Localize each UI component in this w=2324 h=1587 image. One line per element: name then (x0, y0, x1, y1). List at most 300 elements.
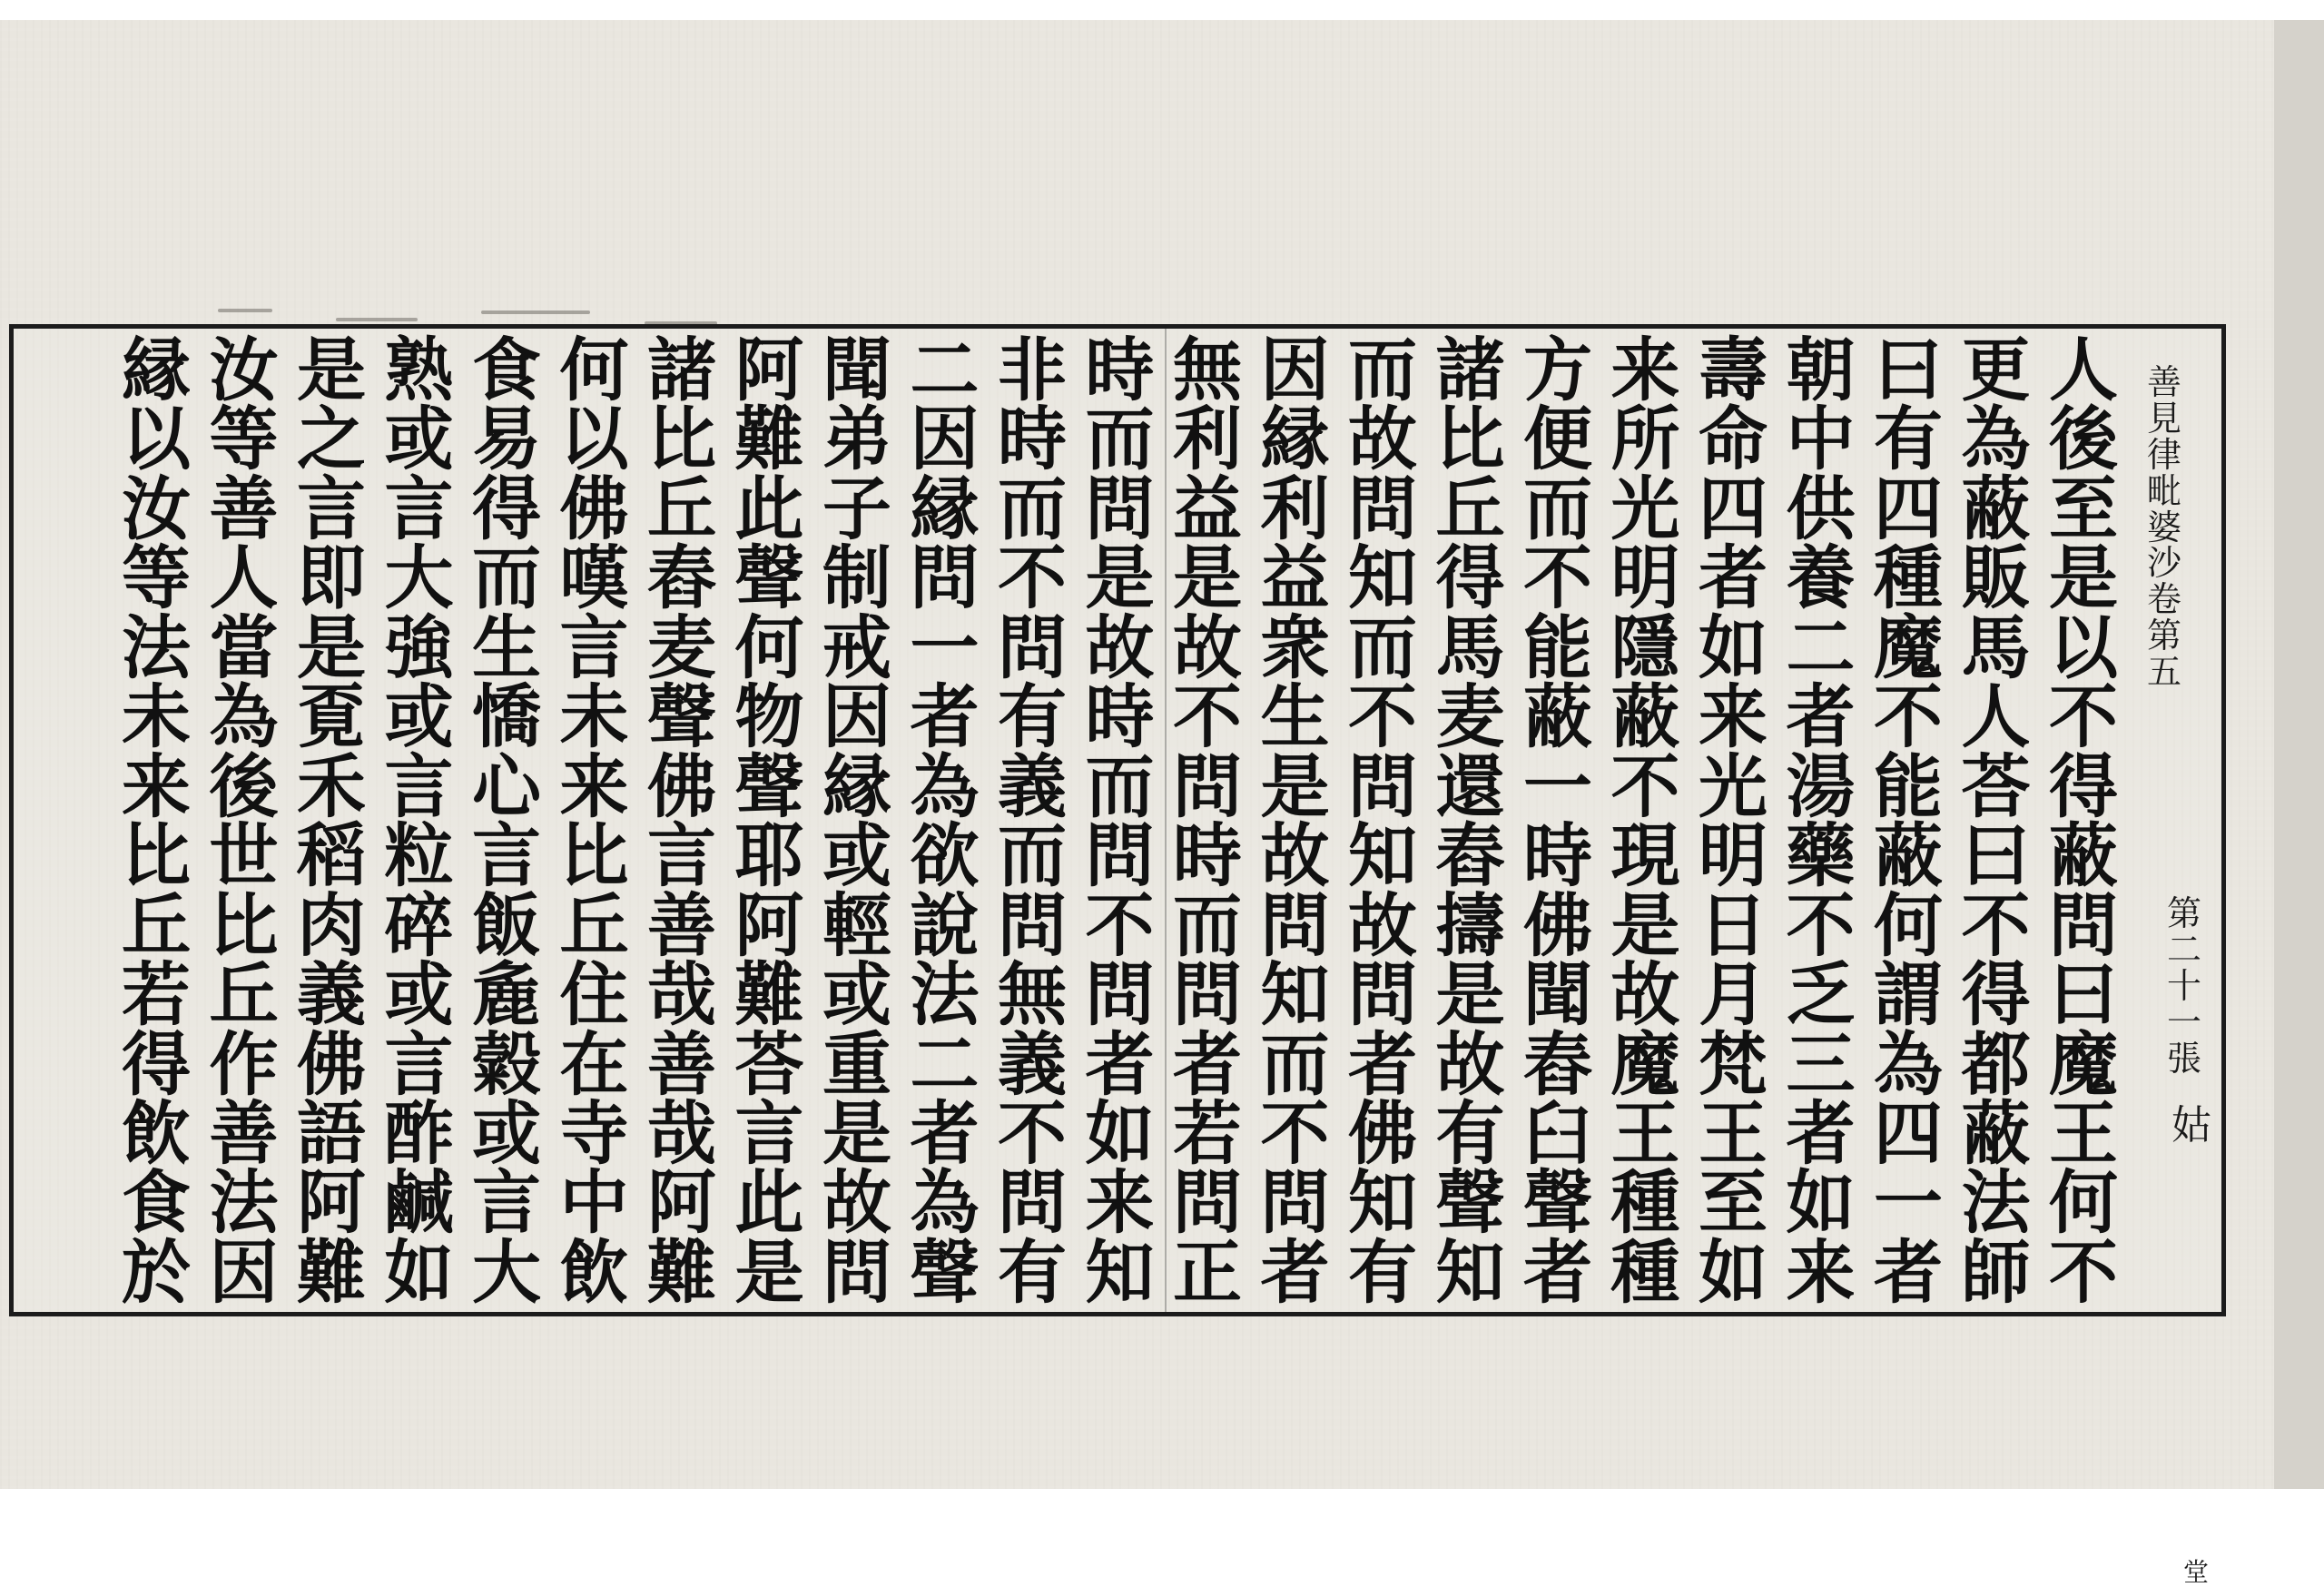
text-glyph: 不 (1786, 884, 1856, 966)
margin-glyph: 一 (2167, 1001, 2202, 1042)
text-glyph: 故 (1260, 815, 1330, 897)
text-glyph: 等 (122, 537, 191, 619)
text-glyph: 而 (1348, 606, 1417, 688)
text-glyph: 當 (209, 606, 279, 688)
text-glyph: 而 (472, 537, 541, 619)
text-glyph: 是 (822, 1092, 891, 1174)
text-glyph: 来 (1610, 330, 1680, 410)
text-glyph: 嘆 (559, 537, 629, 619)
text-glyph: 若 (1173, 1092, 1242, 1174)
text-glyph: 蔽 (1610, 676, 1680, 758)
text-glyph: 時 (1173, 815, 1242, 897)
text-glyph: 中 (559, 1162, 629, 1244)
text-glyph: 種 (1610, 1162, 1680, 1244)
text-glyph: 覔 (297, 676, 366, 758)
text-glyph: 言 (384, 745, 454, 827)
text-glyph: 知 (1348, 1162, 1417, 1244)
margin-glyph: 十 (2167, 965, 2202, 1006)
text-glyph: 未 (122, 676, 191, 758)
text-glyph: 者 (1699, 537, 1768, 619)
text-glyph: 而 (998, 815, 1067, 897)
text-glyph: 禾 (297, 745, 366, 827)
text-glyph: 汝 (209, 330, 279, 410)
text-glyph: 知 (1348, 537, 1417, 619)
text-glyph: 等 (209, 399, 279, 480)
text-glyph: 謂 (1874, 954, 1943, 1036)
text-glyph: 有 (1874, 399, 1943, 480)
text-glyph: 而 (1173, 884, 1242, 966)
text-glyph: 更 (1961, 330, 2031, 410)
margin-seal-mark (2183, 1559, 2209, 1585)
text-glyph: 三 (1786, 1023, 1856, 1105)
text-column (1342, 330, 1423, 1313)
text-glyph: 得 (2049, 745, 2118, 827)
text-glyph: 王 (1699, 1092, 1768, 1174)
text-glyph: 義 (998, 745, 1067, 827)
text-glyph: 佛 (647, 745, 716, 827)
text-glyph: 販 (1961, 537, 2031, 619)
text-glyph: 魔 (1610, 1023, 1680, 1105)
text-glyph: 麁 (472, 954, 541, 1036)
text-glyph: 荅 (734, 1023, 804, 1105)
text-glyph: 比 (209, 884, 279, 966)
text-glyph: 縁 (822, 745, 891, 827)
text-glyph: 有 (998, 676, 1067, 758)
margin-glyph: 善 (2147, 362, 2182, 402)
margin-book-title (2147, 362, 2182, 693)
text-glyph: 汝 (122, 468, 191, 549)
text-glyph: 即 (297, 537, 366, 619)
text-glyph: 諸 (647, 330, 716, 410)
text-glyph: 或 (472, 1092, 541, 1174)
text-glyph: 而 (1523, 468, 1592, 549)
page-edge-shadow (2274, 20, 2324, 1489)
margin-glyph: 五 (2147, 652, 2182, 693)
text-glyph: 藥 (1786, 815, 1856, 897)
text-glyph: 阿 (647, 1162, 716, 1244)
margin-glyph: 沙 (2147, 543, 2182, 584)
text-glyph: 麦 (1435, 676, 1505, 758)
text-glyph: 蔽 (1874, 815, 1943, 897)
text-glyph: 制 (822, 537, 891, 619)
text-glyph: 知 (1085, 1231, 1155, 1313)
margin-carver-mark (2171, 1102, 2211, 1148)
text-glyph: 丘 (647, 468, 716, 549)
text-glyph: 師 (1961, 1231, 2031, 1313)
text-glyph: 利 (1260, 468, 1330, 549)
text-column (641, 330, 723, 1313)
text-glyph: 以 (2049, 606, 2118, 688)
text-column (203, 330, 285, 1313)
text-glyph: 種 (1874, 537, 1943, 619)
text-glyph: 言 (647, 815, 716, 897)
text-glyph: 得 (122, 1023, 191, 1105)
margin-glyph: 第 (2167, 893, 2202, 933)
text-glyph: 問 (1085, 954, 1155, 1036)
text-glyph: 舂 (1523, 1023, 1592, 1105)
text-glyph: 有 (998, 1231, 1067, 1313)
text-glyph: 是 (1610, 884, 1680, 966)
text-glyph: 方 (1523, 330, 1592, 410)
text-glyph: 便 (1523, 399, 1592, 480)
text-glyph: 熟 (384, 330, 454, 410)
text-glyph: 或 (384, 954, 454, 1036)
text-glyph: 臼 (1523, 1092, 1592, 1174)
text-glyph: 阿 (297, 1162, 366, 1244)
text-glyph: 聞 (1523, 954, 1592, 1036)
text-glyph: 比 (559, 815, 629, 897)
text-glyph: 壽 (1699, 330, 1768, 410)
text-column (1255, 330, 1336, 1313)
text-glyph: 子 (822, 468, 891, 549)
text-column (1430, 330, 1512, 1313)
ink-speck (218, 309, 272, 312)
text-glyph: 言 (472, 1162, 541, 1244)
text-glyph: 問 (1173, 954, 1242, 1036)
text-glyph: 不 (1961, 884, 2031, 966)
text-glyph: 不 (1085, 884, 1155, 966)
text-column (1780, 330, 1862, 1313)
text-glyph: 無 (998, 954, 1067, 1036)
text-glyph: 大 (472, 1231, 541, 1313)
text-glyph: 言 (472, 815, 541, 897)
text-glyph: 佛 (559, 468, 629, 549)
text-glyph: 欲 (910, 815, 980, 897)
text-glyph: 如 (1085, 1092, 1155, 1174)
text-glyph: 何 (734, 606, 804, 688)
text-glyph: 丘 (559, 884, 629, 966)
text-glyph: 馬 (1961, 606, 2031, 688)
text-glyph: 者 (1348, 1023, 1417, 1105)
text-glyph: 蔽 (2049, 815, 2118, 897)
text-glyph: 飲 (559, 1231, 629, 1313)
text-glyph: 未 (559, 676, 629, 758)
margin-glyph: 律 (2147, 434, 2182, 475)
text-glyph: 問 (910, 537, 980, 619)
text-glyph: 或 (822, 815, 891, 897)
text-glyph: 義 (297, 954, 366, 1036)
text-column (115, 330, 197, 1313)
text-glyph: 為 (910, 745, 980, 827)
margin-glyph: 見 (2147, 398, 2182, 439)
text-glyph: 世 (209, 815, 279, 897)
text-glyph: 生 (472, 606, 541, 688)
text-glyph: 心 (472, 745, 541, 827)
text-glyph: 為 (910, 1162, 980, 1244)
text-glyph: 者 (1874, 1231, 1943, 1313)
text-glyph: 是 (297, 606, 366, 688)
text-glyph: 有 (1348, 1231, 1417, 1313)
text-glyph: 說 (910, 884, 980, 966)
text-glyph: 丘 (209, 954, 279, 1036)
text-glyph: 蔽 (1961, 1092, 2031, 1174)
text-glyph: 法 (910, 954, 980, 1036)
text-glyph: 故 (1348, 399, 1417, 480)
text-glyph: 聲 (910, 1231, 980, 1313)
text-glyph: 問 (998, 606, 1067, 688)
text-glyph: 月 (1699, 954, 1768, 1036)
text-glyph: 縁 (122, 330, 191, 410)
text-glyph: 丘 (122, 884, 191, 966)
text-glyph: 善 (209, 468, 279, 549)
text-glyph: 哉 (647, 1092, 716, 1174)
text-glyph: 麦 (647, 606, 716, 688)
text-glyph: 善 (209, 1092, 279, 1174)
text-glyph: 比 (647, 399, 716, 480)
text-glyph: 言 (734, 1092, 804, 1174)
text-glyph: 朝 (1786, 330, 1856, 410)
text-glyph: 因 (910, 399, 980, 480)
text-glyph: 問 (1348, 468, 1417, 549)
text-glyph: 飲 (122, 1092, 191, 1174)
text-glyph: 光 (1610, 468, 1680, 549)
text-glyph: 者 (1523, 1231, 1592, 1313)
text-glyph: 問 (998, 1162, 1067, 1244)
margin-glyph: 第 (2147, 616, 2182, 656)
text-glyph: 法 (209, 1162, 279, 1244)
text-glyph: 問 (1260, 884, 1330, 966)
text-glyph: 至 (2049, 468, 2118, 549)
text-glyph: 後 (2049, 399, 2118, 480)
text-glyph: 飯 (472, 884, 541, 966)
text-glyph: 人 (2049, 330, 2118, 410)
text-glyph: 而 (1085, 399, 1155, 480)
text-glyph: 之 (297, 399, 366, 480)
text-glyph: 為 (209, 676, 279, 758)
text-glyph: 命 (1699, 399, 1768, 480)
text-glyph: 比 (1435, 399, 1505, 480)
text-glyph: 聲 (1523, 1162, 1592, 1244)
text-glyph: 魔 (1874, 606, 1943, 688)
text-glyph: 有 (1435, 1092, 1505, 1174)
text-glyph: 聲 (734, 745, 804, 827)
text-glyph: 二 (1786, 606, 1856, 688)
text-column (1955, 330, 2037, 1313)
text-glyph: 荅 (1961, 745, 2031, 827)
text-glyph: 或 (384, 399, 454, 480)
text-glyph: 不 (1610, 745, 1680, 827)
text-glyph: 蔽 (1523, 676, 1592, 758)
text-glyph: 二 (910, 330, 980, 410)
text-glyph: 佛 (1348, 1092, 1417, 1174)
ink-speck (336, 318, 418, 321)
text-column (729, 330, 811, 1313)
text-glyph: 義 (998, 1023, 1067, 1105)
text-glyph: 故 (822, 1162, 891, 1244)
text-glyph: 言 (559, 606, 629, 688)
text-glyph: 益 (1260, 537, 1330, 619)
text-glyph: 為 (1874, 1023, 1943, 1105)
text-glyph: 難 (734, 954, 804, 1036)
text-glyph: 故 (1085, 606, 1155, 688)
text-column (2043, 330, 2124, 1313)
text-glyph: 蔽 (1961, 468, 2031, 549)
text-glyph: 粒 (384, 815, 454, 897)
text-glyph: 耶 (734, 815, 804, 897)
text-glyph: 益 (1173, 468, 1242, 549)
margin-page-number (2167, 893, 2202, 1079)
text-glyph: 者 (1786, 1092, 1856, 1174)
text-glyph: 強 (384, 606, 454, 688)
text-glyph: 種 (1610, 1231, 1680, 1313)
text-glyph: 曰 (1874, 330, 1943, 410)
margin-glyph: 毗 (2147, 470, 2182, 511)
text-glyph: 故 (1348, 884, 1417, 966)
text-column (1692, 330, 1774, 1313)
text-glyph: 此 (734, 1162, 804, 1244)
text-glyph: 如 (384, 1231, 454, 1313)
text-glyph: 酢 (384, 1092, 454, 1174)
text-glyph: 以 (559, 399, 629, 480)
text-glyph: 湯 (1786, 745, 1856, 827)
text-glyph: 難 (297, 1231, 366, 1313)
text-glyph: 都 (1961, 1023, 2031, 1105)
text-glyph: 衆 (1260, 606, 1330, 688)
text-glyph: 還 (1435, 745, 1505, 827)
text-glyph: 鹹 (384, 1162, 454, 1244)
text-glyph: 供 (1786, 468, 1856, 549)
text-glyph: 易 (472, 399, 541, 480)
text-glyph: 不 (2049, 676, 2118, 758)
text-glyph: 物 (734, 676, 804, 758)
text-glyph: 来 (122, 745, 191, 827)
text-glyph: 日 (1699, 884, 1768, 966)
text-glyph: 後 (209, 745, 279, 827)
text-glyph: 中 (1786, 399, 1856, 480)
text-glyph: 四 (1874, 1092, 1943, 1174)
ink-speck (481, 310, 590, 314)
text-glyph: 是 (1085, 537, 1155, 619)
text-glyph: 縁 (910, 468, 980, 549)
text-glyph: 無 (1173, 330, 1242, 410)
text-glyph: 弟 (822, 399, 891, 480)
text-glyph: 難 (647, 1231, 716, 1313)
margin-glyph: 卷 (2147, 579, 2182, 620)
margin-glyph: 堂 (2183, 1557, 2210, 1587)
text-glyph: 梵 (1699, 1023, 1768, 1105)
text-glyph: 不 (1523, 537, 1592, 619)
text-glyph: 故 (1610, 954, 1680, 1036)
text-glyph: 聲 (647, 676, 716, 758)
printed-text-block (9, 324, 2226, 1587)
text-glyph: 以 (122, 399, 191, 480)
text-glyph: 語 (297, 1092, 366, 1174)
text-glyph: 諸 (1435, 330, 1505, 410)
text-glyph: 所 (1610, 399, 1680, 480)
text-glyph: 言 (297, 468, 366, 549)
margin-glyph: 婆 (2147, 507, 2182, 547)
text-glyph: 者 (910, 1092, 980, 1174)
margin-glyph: 二 (2167, 929, 2202, 970)
text-glyph: 問 (822, 1231, 891, 1313)
text-glyph: 是 (297, 330, 366, 410)
text-glyph: 為 (1961, 399, 2031, 480)
text-glyph: 是 (2049, 537, 2118, 619)
text-column (816, 330, 898, 1313)
text-glyph: 何 (2049, 1162, 2118, 1244)
text-glyph: 者 (1173, 1023, 1242, 1105)
text-glyph: 縁 (1260, 399, 1330, 480)
text-glyph: 得 (472, 468, 541, 549)
text-glyph: 言 (384, 1023, 454, 1105)
text-glyph: 因 (822, 676, 891, 758)
text-glyph: 得 (1435, 537, 1505, 619)
text-glyph: 者 (1260, 1231, 1330, 1313)
text-glyph: 何 (559, 330, 629, 410)
text-glyph: 人 (1961, 676, 2031, 758)
text-glyph: 二 (910, 1023, 980, 1105)
text-glyph: 擣 (1435, 884, 1505, 966)
text-glyph: 故 (1173, 606, 1242, 688)
text-glyph: 哉 (647, 954, 716, 1036)
text-glyph: 阿 (734, 884, 804, 966)
text-glyph: 養 (1786, 537, 1856, 619)
text-glyph: 馬 (1435, 606, 1505, 688)
text-glyph: 因 (209, 1231, 279, 1313)
text-glyph: 稻 (297, 815, 366, 897)
text-glyph: 不 (998, 537, 1067, 619)
text-glyph: 来 (1699, 676, 1768, 758)
text-glyph: 四 (1874, 468, 1943, 549)
text-glyph: 問 (1260, 1162, 1330, 1244)
text-glyph: 曰 (1961, 815, 2031, 897)
text-glyph: 聲 (1435, 1162, 1505, 1244)
text-glyph: 能 (1874, 745, 1943, 827)
text-glyph: 而 (998, 468, 1067, 549)
text-column (379, 330, 460, 1313)
text-glyph: 者 (1085, 1023, 1155, 1105)
text-glyph: 舂 (647, 537, 716, 619)
text-glyph: 碎 (384, 884, 454, 966)
text-glyph: 食 (472, 330, 541, 410)
text-glyph: 善 (647, 884, 716, 966)
text-glyph: 得 (1961, 954, 2031, 1036)
text-glyph: 光 (1699, 745, 1768, 827)
text-glyph: 問 (1348, 954, 1417, 1036)
text-column (1605, 330, 1687, 1313)
text-column (1167, 330, 1248, 1313)
text-glyph: 或 (822, 954, 891, 1036)
text-glyph: 時 (998, 399, 1067, 480)
text-glyph: 在 (559, 1023, 629, 1105)
text-glyph: 法 (122, 606, 191, 688)
text-glyph: 非 (998, 330, 1067, 410)
text-glyph: 是 (1260, 745, 1330, 827)
text-glyph: 不 (998, 1092, 1067, 1174)
text-glyph: 正 (1173, 1231, 1242, 1313)
text-glyph: 不 (1173, 676, 1242, 758)
text-glyph: 一 (910, 606, 980, 688)
text-glyph: 如 (1699, 606, 1768, 688)
text-glyph: 一 (1874, 1162, 1943, 1244)
text-glyph: 王 (2049, 1092, 2118, 1174)
text-glyph: 作 (209, 1023, 279, 1105)
text-glyph: 来 (559, 745, 629, 827)
text-glyph: 而 (1348, 330, 1417, 410)
text-glyph: 如 (1786, 1162, 1856, 1244)
text-glyph: 如 (1699, 1231, 1768, 1313)
text-glyph: 肉 (297, 884, 366, 966)
text-glyph: 若 (122, 954, 191, 1036)
text-glyph: 不 (1348, 676, 1417, 758)
text-glyph: 時 (1523, 815, 1592, 897)
text-glyph: 此 (734, 468, 804, 549)
text-glyph: 聲 (734, 537, 804, 619)
text-glyph: 法 (1961, 1162, 2031, 1244)
text-glyph: 時 (1085, 676, 1155, 758)
text-glyph: 是 (734, 1231, 804, 1313)
text-glyph: 問 (1085, 468, 1155, 549)
